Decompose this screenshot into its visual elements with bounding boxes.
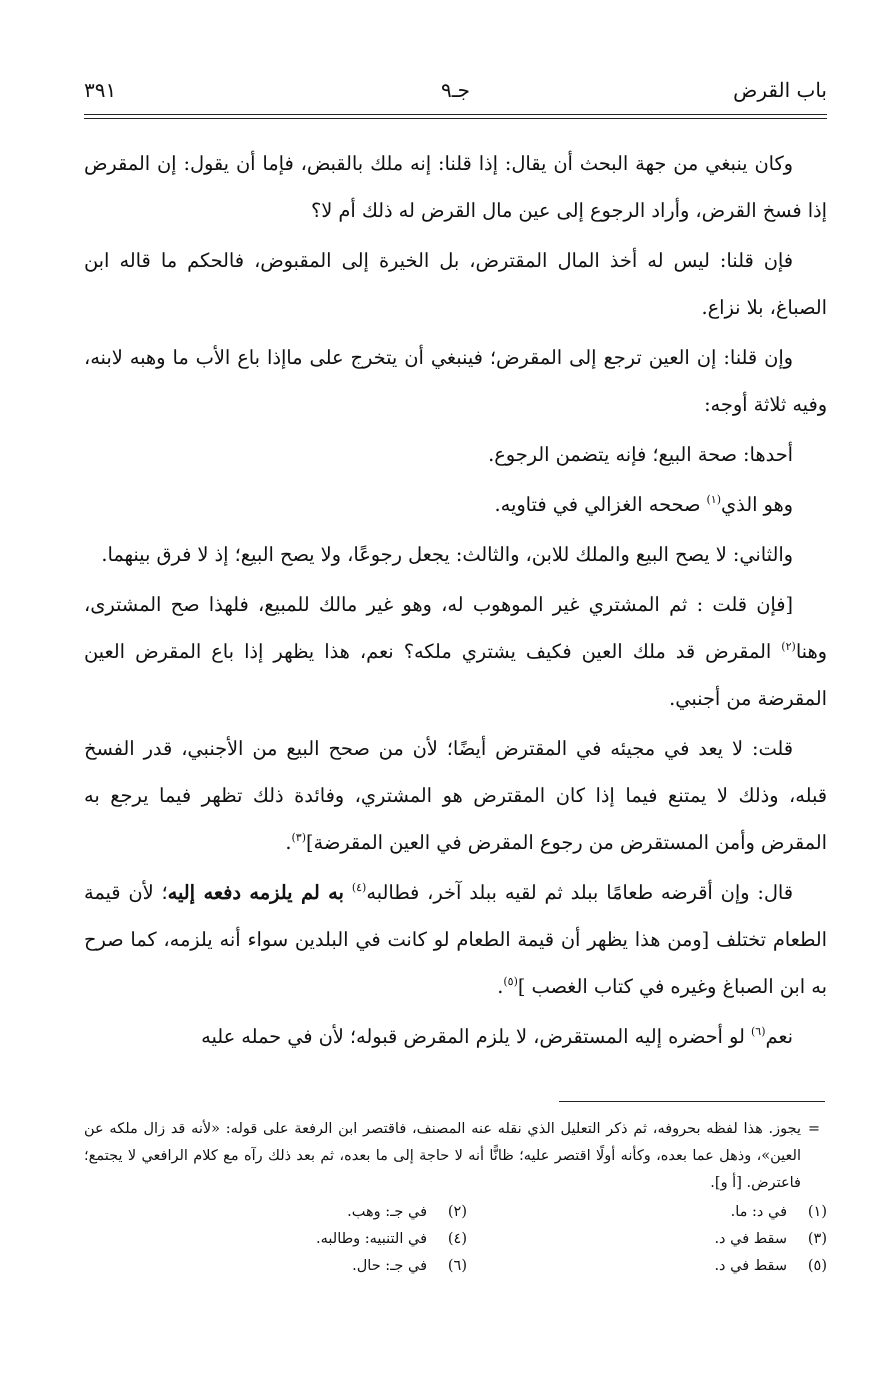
- text-segment: أحدها: صحة البيع؛ فإنه يتضمن الرجوع.: [488, 443, 793, 466]
- footnote-separator: [559, 1101, 825, 1102]
- text-segment: والثاني: لا يصح البيع والملك للابن، والثالث: يجعل رجوعًا، ولا يصح البيع؛ إذ لا فرق بينهما.: [101, 543, 793, 566]
- chapter-title: باب القرض: [733, 78, 827, 102]
- text-segment: [344, 881, 352, 904]
- footnote-ref: (٢): [781, 640, 796, 653]
- footnote-ref: (٥): [503, 975, 518, 988]
- paragraph-p8: [84, 725, 827, 866]
- footnote-item: [107, 1253, 467, 1280]
- footnote-item: [467, 1199, 827, 1226]
- paragraph-p9: [84, 869, 827, 1010]
- footnote-continuation-text: يجوز. هذا لفظه بحروفه، ثم ذكر التعليل الذي نقله عنه المصنف، فاقتصر ابن الرفعة على قوله: «لأنه قد زال ملكه عن العين»، وذهل عما بعده، وكأنه أولًا اقتصر عليه؛ ظانًّا أنه لا حاجة إلى ما بعده، ثم بعد ذلك رآه مع كلام الرافعي لا يجتمع؛ فاعترض. [أ و].: [84, 1121, 801, 1191]
- text-segment: المقرض قد ملك العين فكيف يشتري ملكه؟ نعم، هذا يظهر إذا باع المقرض العين المقرضة من أجنبي.: [84, 640, 827, 710]
- page-number: ٣٩١: [84, 78, 117, 102]
- page-header: [84, 74, 827, 118]
- footnote-item: [467, 1253, 827, 1280]
- footnote-number: (٥): [807, 1258, 827, 1274]
- paragraph-p4: [84, 431, 827, 478]
- text-segment: .: [497, 975, 504, 998]
- text-segment: وكان ينبغي من جهة البحث أن يقال: إذا قلنا: إنه ملك بالقبض، فإما أن يقول: إن المقرض إذا فسخ القرض، وأراد الرجوع إلى عين مال القرض له ذلك أم لا؟: [84, 152, 827, 222]
- header-rule-thick: [84, 114, 827, 115]
- footnote-text: في جـ: وهب.: [347, 1204, 427, 1220]
- footnote-number: (٢): [447, 1204, 467, 1220]
- footnote-ref: (١): [706, 493, 721, 506]
- paragraph-p10: [84, 1013, 827, 1060]
- footnote-item: [107, 1199, 467, 1226]
- footnote-number: (٤): [447, 1231, 467, 1247]
- footnote-number: (٣): [807, 1231, 827, 1247]
- paragraph-p5: [84, 481, 827, 528]
- footnote-number: (٦): [447, 1258, 467, 1274]
- continuation-marker: =: [807, 1121, 821, 1137]
- footnote-item: [467, 1226, 827, 1253]
- text-segment: [فإن قلت : ثم المشتري غير الموهوب له، وهو غير مالك للمبيع، فلهذا صح المشترى، وهنا: [84, 593, 827, 663]
- paragraph-p7: [84, 581, 827, 722]
- text-segment: نعم: [765, 1025, 793, 1048]
- paragraph-p3: [84, 334, 827, 428]
- main-text: [84, 140, 827, 1063]
- footnote-text: في التنبيه: وطالبه.: [316, 1231, 427, 1247]
- text-segment: وهو الذي: [720, 493, 793, 516]
- text-segment: لو أحضره إليه المستقرض، لا يلزم المقرض قبوله؛ لأن في حمله عليه: [201, 1025, 751, 1048]
- footnote-list: [84, 1199, 827, 1280]
- footnotes: [84, 1116, 827, 1280]
- paragraph-p2: [84, 237, 827, 331]
- text-segment: فإن قلنا: ليس له أخذ المال المقترض، بل الخيرة إلى المقبوض، فالحكم ما قاله ابن الصباغ، بلا نزاع.: [84, 249, 827, 319]
- footnote-ref: (٦): [750, 1025, 766, 1038]
- footnote-ref: (٣): [291, 831, 306, 844]
- text-segment: ؛ لأن قيمة الطعام تختلف [ومن هذا يظهر أن قيمة الطعام لو كانت في البلدين سواء أنه يلزمه، كما صرح به ابن الصباغ وغيره في كتاب الغصب ]: [84, 881, 827, 998]
- footnote-item: [107, 1226, 467, 1253]
- footnote-ref: (٤): [351, 881, 367, 894]
- volume-label: جـ٩: [441, 78, 470, 102]
- text-segment: قلت: لا يعد في مجيئه في المقترض أيضًا؛ لأن من صحح البيع من الأجنبي، قدر الفسخ قبله، وذلك لا يمتنع فيما إذا كان المقترض هو المشتري، وفائدة ذلك تظهر فيما يرجع به المقرض وأمن المستقرض من رجوع المقرض في العين المقرضة]: [84, 737, 827, 854]
- text-segment: به لم يلزمه دفعه إليه: [167, 881, 344, 904]
- text-segment: قال: وإن أقرضه طعامًا ببلد ثم لقيه ببلد آخر، فطالبه: [366, 881, 794, 904]
- text-segment: صححه الغزالي في فتاويه.: [494, 493, 707, 516]
- footnote-continuation: [84, 1116, 827, 1197]
- footnote-number: (١): [807, 1204, 827, 1220]
- header-rule-thin: [84, 118, 827, 119]
- footnote-text: سقط في د.: [714, 1258, 787, 1274]
- paragraph-p6: [84, 531, 827, 578]
- text-segment: وإن قلنا: إن العين ترجع إلى المقرض؛ فينبغي أن يتخرج على ماإذا باع الأب ما وهبه لابنه، وفيه ثلاثة أوجه:: [84, 346, 827, 416]
- text-segment: .: [285, 831, 292, 854]
- footnote-text: في د: ما.: [730, 1204, 787, 1220]
- paragraph-p1: [84, 140, 827, 234]
- footnote-text: سقط في د.: [714, 1231, 787, 1247]
- footnote-text: في جـ: حال.: [352, 1258, 427, 1274]
